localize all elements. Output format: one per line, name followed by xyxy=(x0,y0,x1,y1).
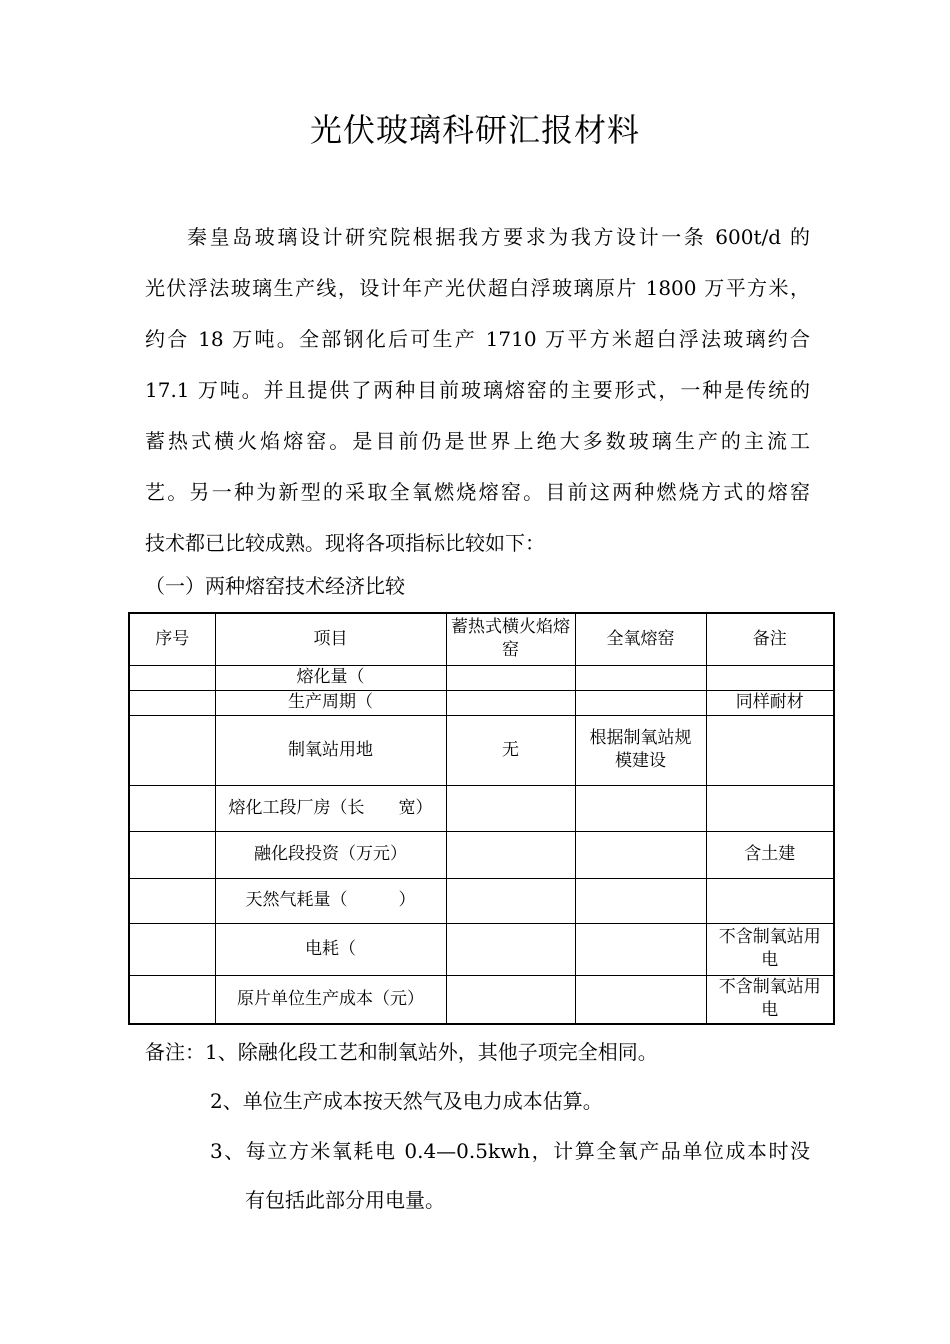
paragraph-line: 技术都已比较成熟。现将各项指标比较如下： xyxy=(145,531,545,555)
section-heading: （一）两种熔窑技术经济比较 xyxy=(145,574,405,598)
table-cell xyxy=(706,878,834,923)
table-cell: 不含制氧站用电 xyxy=(706,975,834,1024)
table-cell xyxy=(446,878,575,923)
table-cell: 根据制氧站规模建设 xyxy=(575,715,706,785)
paragraph-line: 秦皇岛玻璃设计研究院根据我方要求为我方设计一条 600t/d 的 xyxy=(187,225,810,249)
table-cell xyxy=(575,923,706,975)
note-2: 2、单位生产成本按天然气及电力成本估算。 xyxy=(210,1089,603,1113)
table-row xyxy=(129,665,834,690)
table-cell: 电耗（ xyxy=(215,923,446,975)
table-cell xyxy=(706,715,834,785)
table-cell: 天然气耗量（ ） xyxy=(215,878,446,923)
table-cell xyxy=(129,715,215,785)
table-row xyxy=(129,690,834,715)
table-cell xyxy=(446,975,575,1024)
table-cell xyxy=(446,665,575,690)
header-cell: 项目 xyxy=(215,613,446,665)
paragraph-line: 光伏浮法玻璃生产线，设计年产光伏超白浮玻璃原片 1800 万平方米， xyxy=(145,276,810,300)
table-row xyxy=(129,878,834,923)
table-cell xyxy=(575,878,706,923)
table-cell xyxy=(575,831,706,878)
table-cell xyxy=(575,690,706,715)
paragraph-line: 艺。另一种为新型的采取全氧燃烧熔窑。目前这两种燃烧方式的熔窑 xyxy=(145,480,810,504)
note-1: 备注：1、除融化段工艺和制氧站外，其他子项完全相同。 xyxy=(145,1040,658,1064)
table-cell xyxy=(575,975,706,1024)
table-cell: 熔化工段厂房（长 宽） xyxy=(215,785,446,831)
table-row xyxy=(129,785,834,831)
table-cell xyxy=(446,831,575,878)
table-cell xyxy=(446,923,575,975)
table-cell: 制氧站用地 xyxy=(215,715,446,785)
table-cell xyxy=(129,831,215,878)
comparison-table xyxy=(128,612,835,1025)
table-header-row xyxy=(129,613,834,665)
table-cell: 生产周期（ xyxy=(215,690,446,715)
table-cell: 含土建 xyxy=(706,831,834,878)
note-3: 3、每立方米氧耗电 0.4—0.5kwh，计算全氧产品单位成本时没 xyxy=(210,1139,810,1163)
table-cell xyxy=(446,690,575,715)
table-cell: 熔化量（ xyxy=(215,665,446,690)
table-row xyxy=(129,923,834,975)
header-cell: 序号 xyxy=(129,613,215,665)
table-cell xyxy=(446,785,575,831)
paragraph-line: 蓄热式横火焰熔窑。是目前仍是世界上绝大多数玻璃生产的主流工 xyxy=(145,429,810,453)
table-row xyxy=(129,975,834,1024)
table-cell: 同样耐材 xyxy=(706,690,834,715)
table-cell xyxy=(706,665,834,690)
document-title: 光伏玻璃科研汇报材料 xyxy=(309,111,640,149)
table-cell: 原片单位生产成本（元） xyxy=(215,975,446,1024)
intro-paragraph xyxy=(145,224,810,581)
table-cell xyxy=(129,665,215,690)
table-row xyxy=(129,715,834,785)
table-cell: 无 xyxy=(446,715,575,785)
table-cell xyxy=(129,690,215,715)
table-cell: 不含制氧站用电 xyxy=(706,923,834,975)
table-row xyxy=(129,831,834,878)
table-cell xyxy=(706,785,834,831)
note-3-continued: 有包括此部分用电量。 xyxy=(245,1188,445,1212)
table-cell xyxy=(129,785,215,831)
table-cell xyxy=(575,785,706,831)
paragraph-line: 约合 18 万吨。全部钢化后可生产 1710 万平方米超白浮法玻璃约合 xyxy=(145,327,810,351)
header-cell: 备注 xyxy=(706,613,834,665)
paragraph-line: 17.1 万吨。并且提供了两种目前玻璃熔窑的主要形式，一种是传统的 xyxy=(145,378,810,402)
table-cell xyxy=(575,665,706,690)
table-cell: 融化段投资（万元） xyxy=(215,831,446,878)
header-cell: 蓄热式横火焰熔窑 xyxy=(446,613,575,665)
table-cell xyxy=(129,878,215,923)
header-cell: 全氧熔窑 xyxy=(575,613,706,665)
table-cell xyxy=(129,923,215,975)
table-cell xyxy=(129,975,215,1024)
